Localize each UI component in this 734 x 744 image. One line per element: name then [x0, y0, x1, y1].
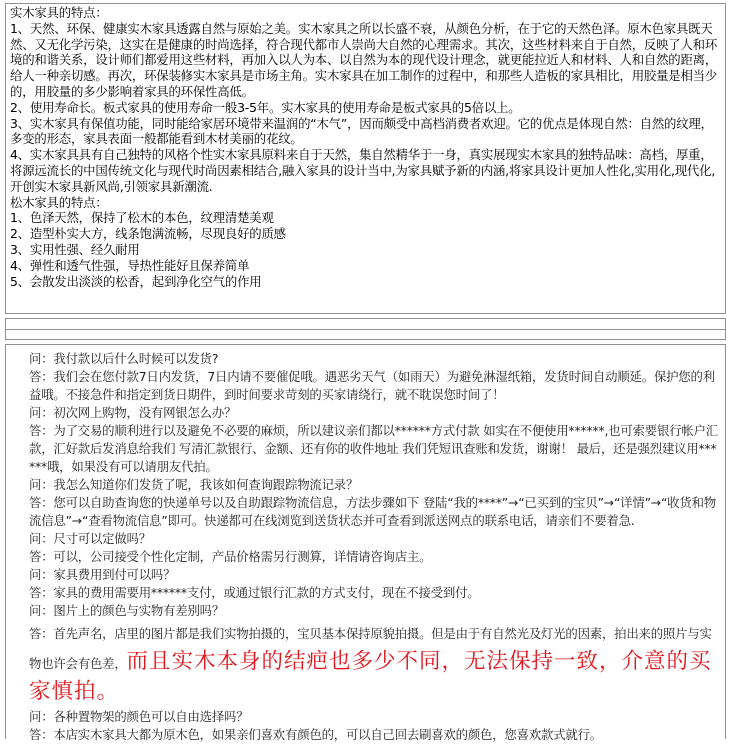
faq-question: 问：尺寸可以定做吗？	[29, 531, 151, 546]
pine-feature-4: 4、弹性和透气性强，导热性能好且保养简单	[10, 257, 250, 273]
feature-paragraph-4: 4、实木家具具有自己独特的风格个性实木家具原料来自于天然，集自然精华于一身，真实展现实木家具的独特品味：高档，厚重，将源远流长的中国传统文化与现代时尚因素相结合,融入家具的设计当中,为家具赋予新的内涵,将家具设计更加人性化,实用化,现代化,开创实木家具新风尚,引领家具新潮流.	[10, 147, 716, 194]
faq-question: 问：我怎么知道你们发货了呢，我该如何查询跟踪物流记录？	[29, 477, 359, 492]
faq-answer: 答：您可以自助查询您的快递单号以及自助跟踪物流信息，方法步骤如下 登陆“我的****”→“已买到的宝贝”→“详情”→“收货和物流信息”→“查看物流信息”即可。快递都可在线浏览到送货状态并可查看到派送网点的联系电话，请亲们不要着急.	[29, 495, 716, 528]
feature-paragraph-3: 3、实木家具有保值功能，同时能给家居环境带来温润的“木气”，因而颇受中高档消费者欢迎。它的优点是体现自然：自然的纹理，多变的形态，家具表面一般都能看到木材美丽的花纹。	[10, 115, 713, 147]
faq-answer	[29, 620, 719, 708]
empty-table-row	[5, 318, 726, 340]
feature-paragraph-2: 2、使用寿命长。板式家具的使用寿命一般3-5年。实木家具的使用寿命是板式家具的5倍以上。	[10, 99, 521, 115]
faq-question: 问：初次网上购物，没有网银怎么办？	[29, 405, 237, 420]
pine-features-title: 松木家具的特点：	[10, 194, 108, 210]
faq-box	[5, 344, 726, 742]
faq-answer: 答：可以，公司接受个性化定制，产品价格需另行测算，详情请咨询店主。	[29, 549, 432, 564]
faq-question: 问：各种置物架的颜色可以自由选择吗？	[29, 709, 249, 724]
pine-feature-1: 1、色泽天然，保持了松木的本色，纹理清楚美观	[10, 210, 274, 226]
faq-answer: 答：家具的费用需要用******支付，或通过银行汇款的方式支付，现在不接受到付。	[29, 585, 480, 600]
features-box	[5, 3, 726, 314]
faq-answer: 答：本店实木家具大都为原木色，如果亲们喜欢有颜色的，可以自己回去刷喜欢的颜色，您喜欢款式就行。	[29, 727, 602, 742]
faq-question: 问：我付款以后什么时候可以发货?	[29, 351, 219, 366]
faq-answer-text: 答：首先声名，店里的图片都是我们实物拍摄的，宝贝基本保持原貌拍摄。但是由于有自然光及灯光的因素，拍出来的照片与实物也许会有色差，	[29, 626, 712, 671]
features-title: 实木家具的特点：	[10, 5, 108, 20]
faq-answer: 答：为了交易的顺利进行以及避免不必要的麻烦，所以建议亲们都以******方式付款 如实在不便使用******,也可索要银行帐户汇款，汇好款后发消息给我们 写清汇款银行、金额、还有你的收件地址 我们凭短讯查账和发货，谢谢！ 最后，还是强烈建议用******哦，如果没有可以请朋友代拍。	[29, 423, 718, 474]
feature-paragraph-1: 1、天然、环保、健康实木家具透露自然与原始之美。实木家具之所以长盛不衰，从颜色分析，在于它的天然色泽。原木色家具既天然、又无化学污染，这实在是健康的时尚选择，符合现代都市人崇尚大自然的心理需求。其次，这些材料来自于自然，反映了人和环境的和谐关系，设计师们都爱用这些材料，再加入以人为本、以自然为本的现代设计理念，就更能拉近人和材料、人和自然的距离，给人一种亲切感。再次，环保装修实木家具是市场主角。实木家具在加工制作的过程中，和那些人造板的家具相比，用胶量是相当少的，用胶量的多少影响着家具的环保性高低。	[10, 20, 718, 99]
divider	[6, 329, 725, 330]
highlight-warning: 而且实木本身的结疤也多少不同，无法保持一致，介意的买家慎拍。	[29, 649, 712, 704]
faq-answer: 答：我们会在您付款7日内发货，7日内请不要催促哦。遇恶劣天气（如雨天）为避免淋湿纸箱，发货时间自动顺延。保护您的利益哦。不接急件和指定到货日期件，到时间要求苛刻的买家请绕行，就不耽误您时间了！	[29, 369, 715, 402]
faq-question: 问：图片上的颜色与实物有差别吗？	[29, 603, 225, 618]
faq-question: 问：家具费用到付可以吗？	[29, 567, 176, 582]
pine-feature-5: 5、会散发出淡淡的松香，起到净化空气的作用	[10, 273, 262, 289]
pine-feature-2: 2、造型朴实大方，线条饱满流畅，尽现良好的质感	[10, 226, 286, 242]
pine-feature-3: 3、实用性强、经久耐用	[10, 241, 140, 257]
